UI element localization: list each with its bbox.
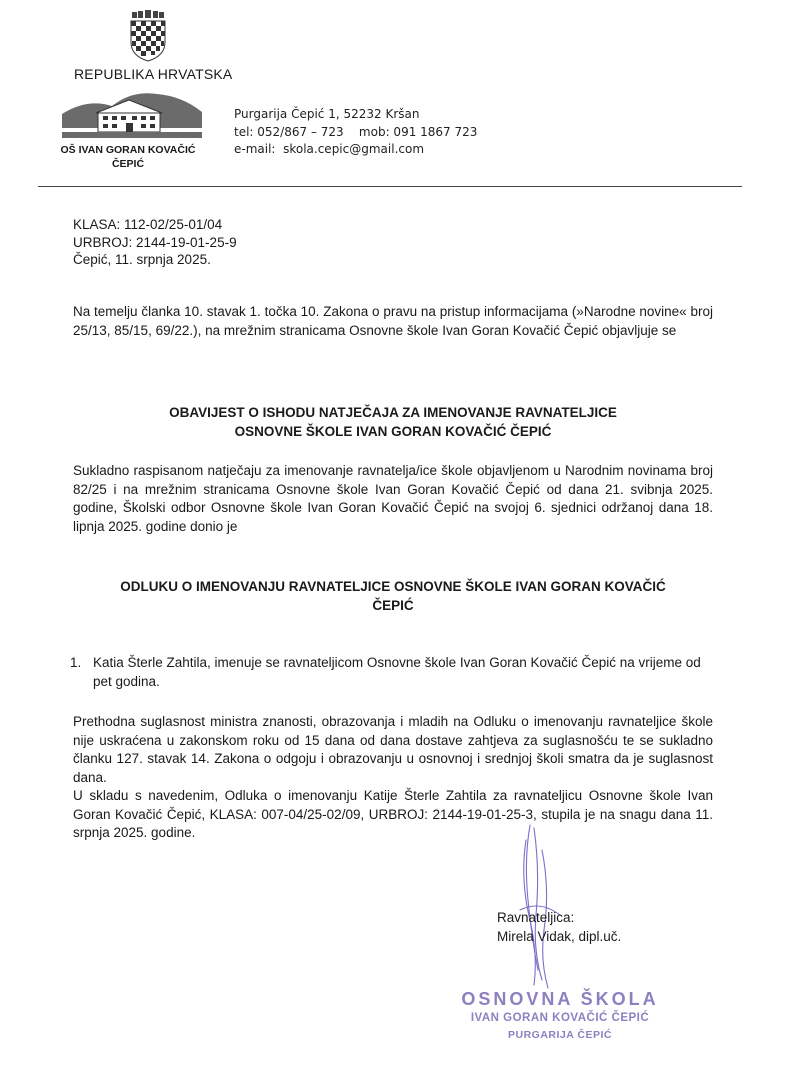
decision-title-line1: ODLUKU O IMENOVANJU RAVNATELJICE OSNOVNE ŠKOLE IVAN GORAN KOVAČIĆ [120,579,666,594]
school-name-line2: ČEPIĆ [111,158,145,170]
stamp-line2: IVAN GORAN KOVAČIĆ ČEPIĆ [470,1012,650,1024]
effect-paragraph: U skladu s navedenim, Odluka o imenovanju Katije Šterle Zahtila za ravnateljicu Osnovne škole Ivan Goran Kovačić Čepić, KLASA: 007-04/25-02/09, URBROJ: 2144-19-01-25-3, stupila je na snagu dana 11. srpnja 2025. godine. [73,788,713,840]
body-paragraph: Sukladno raspisanom natječaju za imenovanje ravnatelja/ice škole objavljenom u Narodnim novinama broj 82/25 i na mrežnim stranicama Osnovne škole Ivan Goran Kovačić Čepić od dana 21. svibnja 2025. godine, Školski odbor Osnovne škole Ivan Goran Kovačić Čepić na svojoj 6. sjednici održanoj dana 18. lipnja 2025. godine donio je [73,463,713,534]
country-name: REPUBLIKA HRVATSKA [74,66,233,82]
stamp-line3: PURGARIJA ČEPIĆ [508,1029,612,1041]
address: Purgarija Čepić 1, 52232 Kršan [234,107,420,121]
signature-block [497,908,621,946]
urbroj: URBROJ: 2144-19-01-25-9 [73,234,237,250]
notice-title-line2: OSNOVNE ŠKOLE IVAN GORAN KOVAČIĆ ČEPIĆ [234,423,552,439]
school-name [54,143,202,171]
header-divider [38,186,742,187]
consent-paragraph: Prethodna suglasnost ministra znanosti, obrazovanja i mladih na Odluku o imenovanju ravnateljice škole nije uskraćena u zakonskom roku od 15 dana od dana dostave zahtjeva za suglasnošću te se sukladno članku 127. stavak 14. Zakona o odgoju i obrazovanju u osnovnoj i srednjoj školi smatra da je suglasnost dana. [73,714,713,785]
list-item [70,654,723,691]
school-name-line1: OŠ IVAN GORAN KOVAČIĆ [60,144,196,156]
place-date: Čepić, 11. srpnja 2025. [73,252,211,267]
list-item-number: 1. [70,655,82,670]
phone: tel: 052/867 – 723 mob: 091 1867 723 [234,124,478,139]
email: e-mail: skola.cepic@gmail.com [234,142,425,156]
notice-title-line1: OBAVIJEST O ISHODU NATJEČAJA ZA IMENOVANJE RAVNATELJICE [169,405,617,420]
decision-title-line2: ČEPIĆ [372,597,414,613]
document-meta [73,216,237,269]
school-building-icon [62,84,202,144]
signer-role: Ravnateljica: [497,910,575,925]
list-item-text: Katia Šterle Zahtila, imenuje se ravnateljicom Osnovne škole Ivan Goran Kovačić Čepić na vrijeme od pet godina. [93,655,701,689]
coat-of-arms-icon [128,10,168,62]
handwritten-signature-icon [500,820,580,990]
stamp-line1: OSNOVNA ŠKOLA [461,989,659,1009]
school-stamp [455,988,665,1043]
decision-title [73,578,713,615]
intro-paragraph: Na temelju članka 10. stavak 1. točka 10. Zakona o pravu na pristup informacijama (»Narodne novine« broj 25/13, 85/15, 69/22.), na mrežnim stranicama Osnovne škole Ivan Goran Kovačić Čepić objavljuje se [73,304,713,338]
signer-name: Mirela Vidak, dipl.uč. [497,929,622,944]
contact-block [234,106,477,159]
klasa: KLASA: 112-02/25-01/04 [73,217,223,232]
notice-title [73,404,713,441]
